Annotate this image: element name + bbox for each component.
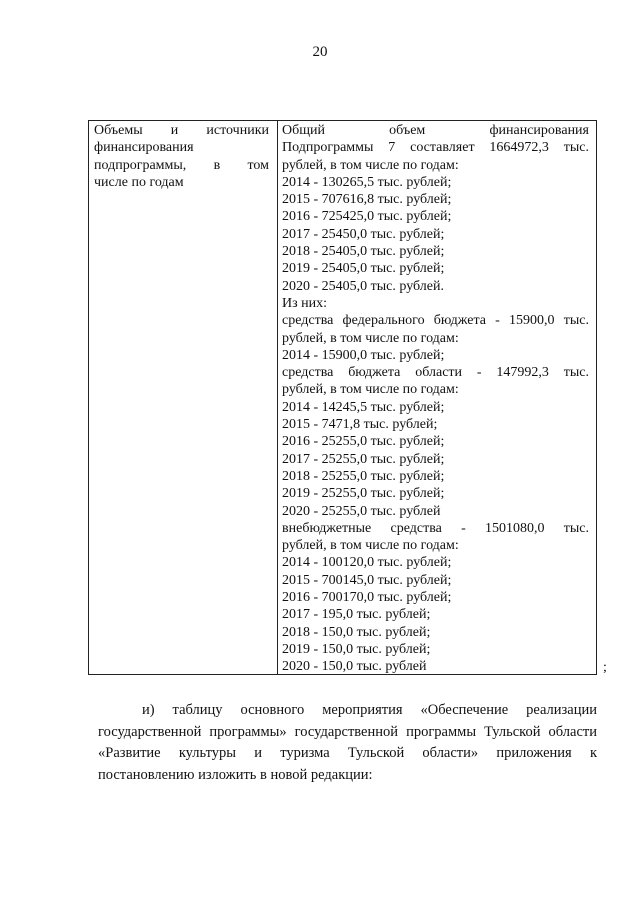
- right-cell-line: 2020 - 25405,0 тыс. рублей.: [282, 278, 444, 294]
- table-right-cell: [282, 122, 589, 676]
- right-cell-line: средства бюджета области - 147992,3 тыс.: [282, 365, 589, 381]
- right-cell-line: 2016 - 725425,0 тыс. рублей;: [282, 209, 452, 225]
- table-end-semicolon: ;: [603, 660, 607, 675]
- right-cell-line: 2014 - 130265,5 тыс. рублей;: [282, 174, 452, 190]
- right-cell-line: 2014 - 100120,0 тыс. рублей;: [282, 555, 452, 571]
- right-cell-line: средства федерального бюджета - 15900,0 тыс.: [282, 313, 589, 329]
- financing-table: [88, 120, 597, 675]
- page-number: 20: [312, 44, 328, 60]
- paragraph-line: «Развитие культуры и туризма Тульской области» приложения к: [98, 745, 597, 761]
- right-cell-line: 2019 - 25255,0 тыс. рублей;: [282, 486, 445, 502]
- right-cell-line: 2018 - 25255,0 тыс. рублей;: [282, 468, 445, 484]
- right-cell-line: Подпрограммы 7 составляет 1664972,3 тыс.: [282, 140, 589, 156]
- right-cell-line: 2015 - 7471,8 тыс. рублей;: [282, 417, 438, 433]
- right-cell-line: рублей, в том числе по годам:: [282, 538, 459, 554]
- paragraph-line: государственной программы» государственной программы Тульской области: [98, 723, 597, 740]
- right-cell-line: 2018 - 150,0 тыс. рублей;: [282, 624, 431, 640]
- right-cell-line: рублей, в том числе по годам:: [282, 330, 459, 346]
- right-cell-line: 2016 - 25255,0 тыс. рублей;: [282, 434, 445, 450]
- paragraph-line: постановлению изложить в новой редакции:: [98, 766, 373, 783]
- left-cell-line: Объемы и источники: [94, 123, 269, 138]
- right-cell-line: 2015 - 700145,0 тыс. рублей;: [282, 572, 452, 588]
- right-cell-line: внебюджетные средства - 1501080,0 тыс.: [282, 520, 589, 536]
- right-cell-line: 2018 - 25405,0 тыс. рублей;: [282, 244, 445, 260]
- right-cell-line: 2014 - 14245,5 тыс. рублей;: [282, 399, 445, 415]
- column-divider: [277, 121, 278, 674]
- left-cell-line: подпрограммы, в том: [94, 157, 269, 173]
- right-cell-line: 2020 - 25255,0 тыс. рублей: [282, 503, 441, 519]
- right-cell-line: 2020 - 150,0 тыс. рублей: [282, 659, 427, 675]
- amendment-paragraph: [98, 700, 597, 786]
- right-cell-line: Из них:: [282, 295, 328, 311]
- right-cell-line: рублей, в том числе по годам:: [282, 157, 459, 173]
- right-cell-line: 2019 - 25405,0 тыс. рублей;: [282, 261, 445, 277]
- left-cell-line: числе по годам: [94, 174, 184, 190]
- right-cell-line: рублей, в том числе по годам:: [282, 382, 459, 398]
- left-cell-line: финансирования: [94, 140, 194, 156]
- right-cell-line: 2019 - 150,0 тыс. рублей;: [282, 641, 431, 657]
- right-cell-line: Общий объем финансирования: [282, 123, 589, 138]
- right-cell-line: 2017 - 195,0 тыс. рублей;: [282, 607, 431, 623]
- right-cell-line: 2016 - 700170,0 тыс. рублей;: [282, 590, 452, 606]
- right-cell-line: 2017 - 25255,0 тыс. рублей;: [282, 451, 445, 467]
- right-cell-line: 2015 - 707616,8 тыс. рублей;: [282, 192, 452, 208]
- paragraph-line: и) таблицу основного мероприятия «Обеспечение реализации: [142, 702, 597, 718]
- table-left-cell: [94, 122, 269, 191]
- right-cell-line: 2017 - 25450,0 тыс. рублей;: [282, 226, 445, 242]
- right-cell-line: 2014 - 15900,0 тыс. рублей;: [282, 347, 445, 363]
